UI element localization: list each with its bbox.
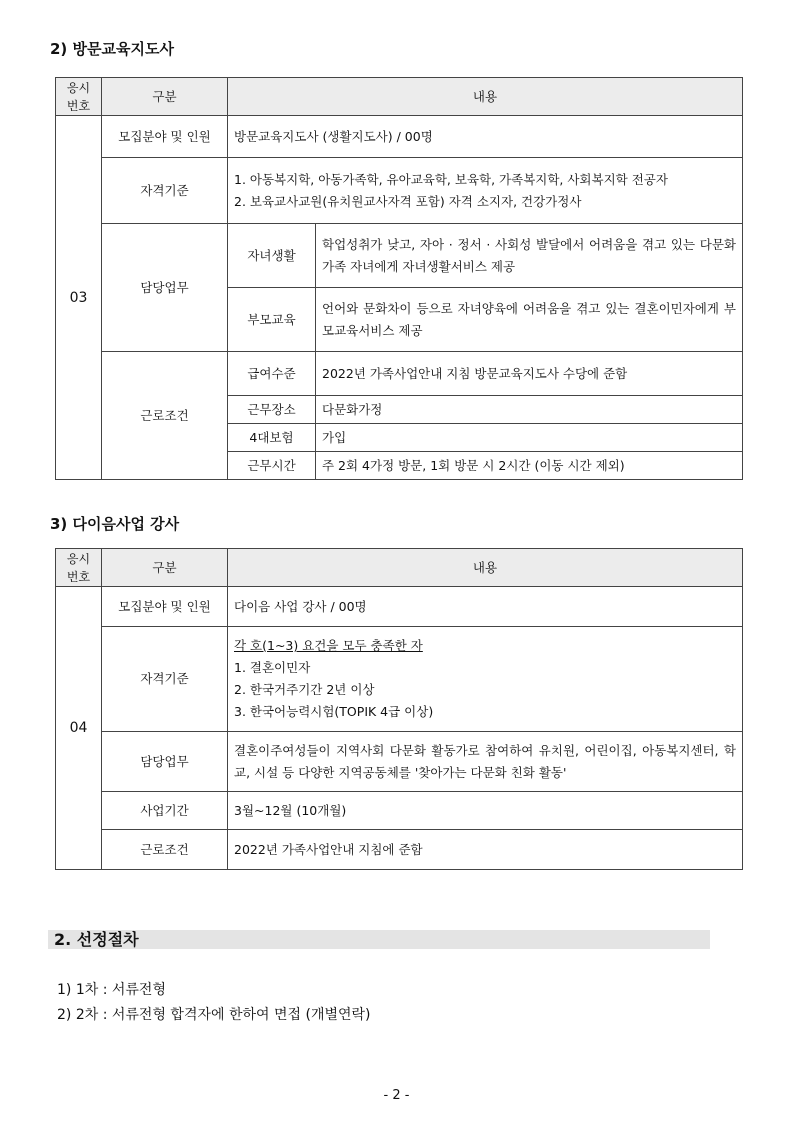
table-row — [56, 627, 743, 732]
qualification-line: 3. 한국어능력시험(TOPIK 4급 이상) — [234, 704, 434, 719]
recruit-label: 모집분야 및 인원 — [102, 116, 228, 158]
work-sub-label: 4대보험 — [228, 424, 316, 452]
qualification-line: 1. 결혼이민자 — [234, 660, 311, 675]
header-category: 구분 — [102, 549, 228, 587]
qualification-label: 자격기준 — [102, 158, 228, 224]
table-row — [56, 587, 743, 627]
recruit-value: 방문교육지도사 (생활지도사) / 00명 — [228, 116, 743, 158]
work-text: 다문화가정 — [316, 396, 743, 424]
duty-label: 담당업무 — [102, 224, 228, 352]
duty-text: 언어와 문화차이 등으로 자녀양육에 어려움을 겪고 있는 결혼이민자에게 부모교육서비스 제공 — [316, 288, 743, 352]
work-sub-label: 급여수준 — [228, 352, 316, 396]
page-number: - 2 - — [383, 1088, 410, 1103]
section-title-visiting-educator: 2) 방문교육지도사 — [50, 40, 174, 58]
work-text: 주 2회 4가정 방문, 1회 방문 시 2시간 (이동 시간 제외) — [316, 452, 743, 480]
work-condition-label: 근로조건 — [102, 830, 228, 870]
selection-step: 2) 2차 : 서류전형 합격자에 한하여 면접 (개별연락) — [57, 1007, 371, 1023]
header-content: 내용 — [228, 549, 743, 587]
recruit-value: 다이음 사업 강사 / 00명 — [228, 587, 743, 627]
table-row — [56, 158, 743, 224]
table-header-row — [56, 78, 743, 116]
duty-label: 담당업무 — [102, 732, 228, 792]
table-row — [56, 352, 743, 396]
duty-value: 결혼이주여성들이 지역사회 다문화 활동가로 참여하여 유치원, 어린이집, 아동복지센터, 학교, 시설 등 다양한 지역공동체를 '찾아가는 다문화 친화 활동' — [228, 732, 743, 792]
work-sub-label: 근무시간 — [228, 452, 316, 480]
qualification-line: 1. 아동복지학, 아동가족학, 유아교육학, 보육학, 가족복지학, 사회복지학 전공자 — [234, 171, 668, 187]
table-header-row — [56, 549, 743, 587]
daieum-instructor-table — [55, 548, 743, 870]
work-text: 2022년 가족사업안내 지침 방문교육지도사 수당에 준함 — [316, 352, 743, 396]
applicant-code: 03 — [56, 116, 102, 480]
section-title-daieum-instructor: 3) 다이음사업 강사 — [50, 515, 180, 533]
work-condition-value: 2022년 가족사업안내 지침에 준함 — [228, 830, 743, 870]
duty-sub-label: 자녀생활 — [228, 224, 316, 288]
recruit-label: 모집분야 및 인원 — [102, 587, 228, 627]
period-value: 3월~12월 (10개월) — [228, 792, 743, 830]
qualification-heading: 각 호(1~3) 요건을 모두 충족한 자 — [234, 638, 423, 653]
period-label: 사업기간 — [102, 792, 228, 830]
table-row — [56, 732, 743, 792]
visiting-educator-table — [55, 77, 743, 480]
selection-procedure-title: 2. 선정절차 — [48, 930, 710, 949]
qualification-line: 2. 보육교사교원(유치원교사자격 포함) 자격 소지자, 건강가정사 — [234, 193, 582, 209]
qualification-label: 자격기준 — [102, 627, 228, 732]
qualification-value — [228, 158, 743, 224]
work-sub-label: 근무장소 — [228, 396, 316, 424]
work-condition-label: 근로조건 — [102, 352, 228, 480]
work-text: 가입 — [316, 424, 743, 452]
qualification-value — [228, 627, 743, 732]
applicant-code: 04 — [56, 587, 102, 870]
duty-text: 학업성취가 낮고, 자아 · 정서 · 사회성 발달에서 어려움을 겪고 있는 다문화가족 자녀에게 자녀생활서비스 제공 — [316, 224, 743, 288]
table-row — [56, 116, 743, 158]
selection-step: 1) 1차 : 서류전형 — [57, 982, 166, 998]
header-content: 내용 — [228, 78, 743, 116]
table-row — [56, 224, 743, 288]
table-row — [56, 792, 743, 830]
header-applicant-no: 응시 번호 — [56, 549, 102, 587]
table-row — [56, 830, 743, 870]
qualification-line: 2. 한국거주기간 2년 이상 — [234, 682, 375, 697]
header-category: 구분 — [102, 78, 228, 116]
header-applicant-no: 응시 번호 — [56, 78, 102, 116]
duty-sub-label: 부모교육 — [228, 288, 316, 352]
